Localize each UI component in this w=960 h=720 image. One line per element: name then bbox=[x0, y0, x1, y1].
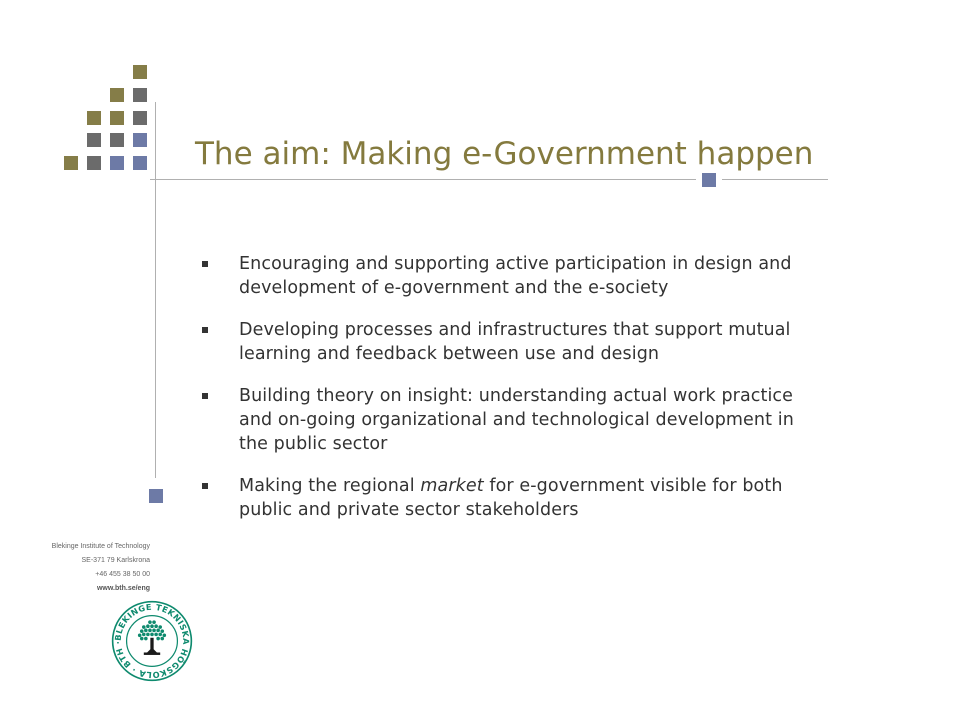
grid-square bbox=[110, 156, 124, 170]
bullet-item bbox=[200, 252, 820, 300]
grid-square bbox=[133, 111, 147, 125]
grid-square bbox=[133, 65, 147, 79]
grid-square bbox=[87, 133, 101, 147]
logo-ring-text: BLEKINGE TEKNISKA HÖGSKOLA · BTH · bbox=[112, 601, 192, 681]
grid-square bbox=[87, 156, 101, 170]
grid-square bbox=[110, 88, 124, 102]
grid-square bbox=[133, 156, 147, 170]
vertical-divider bbox=[155, 102, 156, 478]
title-underline-right bbox=[722, 179, 828, 180]
bullet-item bbox=[200, 474, 820, 522]
tree-icon bbox=[138, 620, 166, 655]
accent-square bbox=[702, 173, 716, 187]
bullet-text: Encouraging and supporting active participation in design and development of e-government and the e-society bbox=[239, 254, 792, 298]
bth-logo bbox=[111, 600, 193, 682]
bullet-item bbox=[200, 384, 820, 456]
bullet-text bbox=[239, 474, 820, 522]
title-underline bbox=[150, 179, 696, 180]
institute-name: Blekinge Institute of Technology bbox=[51, 543, 150, 550]
grid-square bbox=[133, 88, 147, 102]
grid-square bbox=[110, 133, 124, 147]
square-bullet-icon bbox=[202, 261, 208, 267]
accent-square bbox=[149, 489, 163, 503]
slide-title: The aim: Making e-Government happen bbox=[195, 136, 814, 172]
bullet-item bbox=[200, 318, 820, 366]
website-link[interactable]: www.bth.se/eng bbox=[96, 585, 150, 592]
bullet-text: Building theory on insight: understanding actual work practice and on-going organizational and technological development in the public sector bbox=[239, 386, 794, 454]
square-bullet-icon bbox=[202, 483, 208, 489]
grid-square bbox=[110, 111, 124, 125]
square-bullet-icon bbox=[202, 393, 208, 399]
grid-square bbox=[64, 156, 78, 170]
bullet-text-part: for e-government visible for both public and private sector stakeholders bbox=[239, 476, 783, 520]
institute-address bbox=[52, 540, 150, 596]
bullet-emphasis: market bbox=[420, 476, 484, 496]
bullet-list bbox=[200, 252, 820, 540]
postal-address: SE-371 79 Karlskrona bbox=[81, 557, 150, 564]
grid-square bbox=[87, 111, 101, 125]
bullet-text: Developing processes and infrastructures that support mutual learning and feedback between use and design bbox=[239, 320, 791, 364]
square-bullet-icon bbox=[202, 327, 208, 333]
phone-number: +46 455 38 50 00 bbox=[95, 571, 150, 578]
grid-square bbox=[133, 133, 147, 147]
bullet-text-part: Making the regional bbox=[239, 476, 421, 496]
